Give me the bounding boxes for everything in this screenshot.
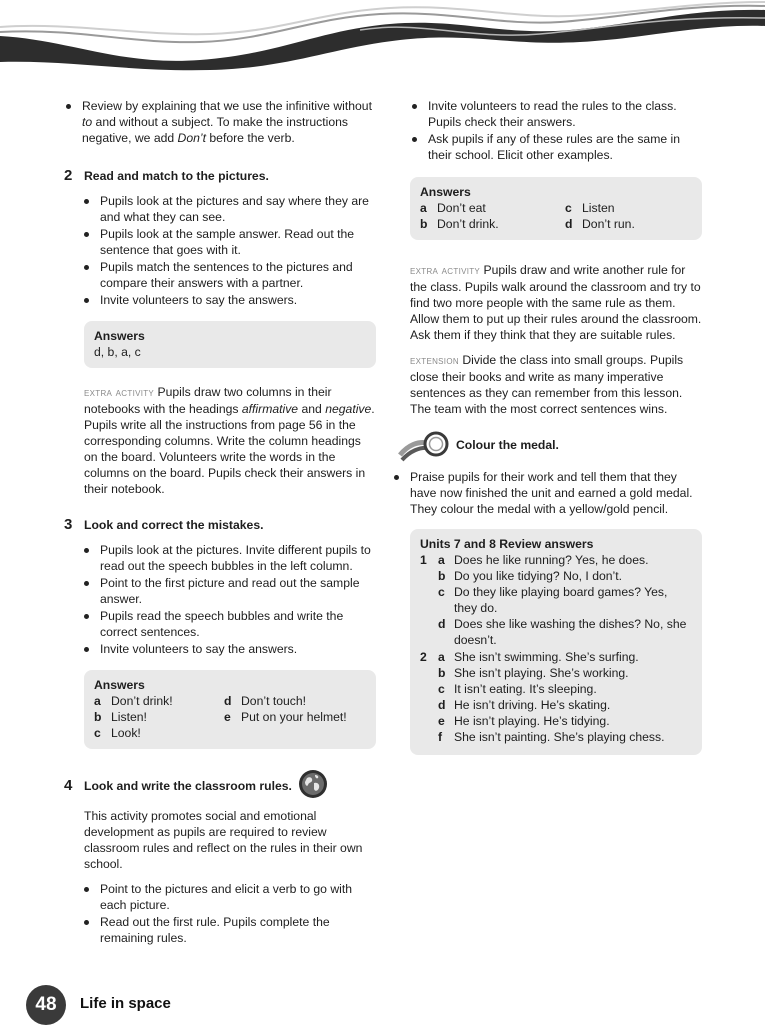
answers-title: Answers xyxy=(94,678,145,692)
medal-bullets xyxy=(392,469,702,517)
review-row: d Does she like washing the dishes? No, she doesn’t. xyxy=(438,617,687,647)
list-item: Ask pupils if any of these rules are the same in their school. Elicit other examples. xyxy=(410,131,702,163)
answer-item: c Listen xyxy=(565,201,615,215)
answer-item: a Don’t eat xyxy=(420,201,486,215)
review-row: c Do they like playing board games? Yes, they do. xyxy=(438,585,668,615)
answer-item: c Look! xyxy=(94,726,141,740)
list-item: Praise pupils for their work and tell them that they have now finished the unit and earned a gold medal. They colour the medal with a yellow/gold pencil. xyxy=(392,469,702,517)
exercise-2-answers-box xyxy=(84,321,376,368)
exercise-3-heading xyxy=(64,517,376,533)
review-row: b Do you like tidying? No, I don’t. xyxy=(438,569,623,583)
answers-title: Answers xyxy=(94,329,145,343)
header-wave-decoration xyxy=(0,0,765,80)
exercise-title: Read and match to the pictures. xyxy=(84,169,269,183)
exercise-2-bullets xyxy=(82,193,376,308)
extra-activity-paragraph: extra activity Pupils draw and write another rule for the class. Pupils walk around the classroom and try to find two more people with the same rule as them. Allow them to put up their rules around the classroom. Ask them if they think that they are suitable rules. xyxy=(410,263,702,342)
medal-heading xyxy=(398,427,702,463)
answer-item: e Put on your helmet! xyxy=(224,710,347,724)
intro-bullets xyxy=(64,98,376,146)
list-item: Read out the first rule. Pupils complete the remaining rules. xyxy=(82,914,376,946)
list-item: Invite volunteers to say the answers. xyxy=(82,641,376,657)
review-row: e He isn’t playing. He’s tidying. xyxy=(438,714,610,728)
exercise-4-bullets xyxy=(82,881,376,946)
extension-label: extension xyxy=(410,355,459,367)
extra-activity-label: extra activity xyxy=(84,387,155,399)
exercise-4-heading xyxy=(64,769,376,803)
extension-paragraph: extension Divide the class into small groups. Pupils close their books and write as many imperative sentences as they can remember from this lesson. The team with the most correct sentences wins. xyxy=(410,353,684,416)
exercise-title: Look and correct the mistakes. xyxy=(84,518,264,532)
medal-icon xyxy=(398,427,452,463)
list-item: Pupils match the sentences to the pictures and compare their answers with a partner. xyxy=(82,259,376,291)
right-bullets xyxy=(410,98,702,163)
answers-text: d, b, a, c xyxy=(94,345,141,359)
review-row: c It isn’t eating. It’s sleeping. xyxy=(438,682,597,696)
list-item: Pupils read the speech bubbles and write the correct sentences. xyxy=(82,608,376,640)
list-item: Invite volunteers to say the answers. xyxy=(82,292,376,308)
right-column xyxy=(410,98,702,755)
exercise-4-intro: This activity promotes social and emotional development as pupils are required to review classroom rules and reflect on the rules in their own school. xyxy=(84,809,363,871)
exercise-number: 2 xyxy=(64,167,73,184)
list-item: Point to the first picture and read out the sample answer. xyxy=(82,575,376,607)
answer-item: b Don’t drink. xyxy=(420,217,499,231)
review-row: b She isn’t playing. She’s working. xyxy=(438,666,629,680)
exercise-3-answers-box xyxy=(84,670,376,749)
review-row: d He isn’t driving. He’s skating. xyxy=(438,698,611,712)
answer-item: d Don’t touch! xyxy=(224,694,307,708)
footer-unit-title: Life in space xyxy=(80,995,171,1012)
list-item: Invite volunteers to read the rules to the class. Pupils check their answers. xyxy=(410,98,702,130)
review-title: Units 7 and 8 Review answers xyxy=(420,537,594,551)
page-number: 48 xyxy=(26,985,66,1025)
answers-title: Answers xyxy=(420,185,471,199)
left-column xyxy=(64,98,376,947)
exercise-number: 3 xyxy=(64,516,73,533)
answer-item: a Don’t drink! xyxy=(94,694,173,708)
exercise-number: 4 xyxy=(64,777,73,794)
exercise-title: Look and write the classroom rules. xyxy=(84,779,292,793)
answer-item: b Listen! xyxy=(94,710,147,724)
globe-icon xyxy=(298,769,328,803)
exercise-2-heading xyxy=(64,168,376,184)
right-answers-box xyxy=(410,177,702,240)
answer-item: d Don’t run. xyxy=(565,217,635,231)
list-item: Point to the pictures and elicit a verb to go with each picture. xyxy=(82,881,376,913)
intro-bullet: Review by explaining that we use the infinitive without to and without a subject. To make the instructions negative, we add Don’t before the verb. xyxy=(64,98,376,146)
extra-activity-label: extra activity xyxy=(410,265,481,277)
review-answers-box xyxy=(410,529,702,755)
medal-title: Colour the medal. xyxy=(456,438,559,452)
exercise-3-bullets xyxy=(82,542,376,657)
review-row: f She isn’t painting. She’s playing chess. xyxy=(438,730,665,744)
list-item: Pupils look at the sample answer. Read out the sentence that goes with it. xyxy=(82,226,376,258)
list-item: Pupils look at the pictures. Invite different pupils to read out the speech bubbles in the left column. xyxy=(82,542,376,574)
answers-grid xyxy=(420,200,692,232)
extra-activity-paragraph: extra activity Pupils draw two columns in their notebooks with the headings affirmative and negative. Pupils write all the instructions from page 56 in the corresponding columns. Write the column headings on the board. Volunteers write the words in the columns on the board. Pupils check their answers in their notebook. xyxy=(84,385,375,496)
answers-grid xyxy=(94,693,366,741)
list-item: Pupils look at the pictures and say where they are and what they can see. xyxy=(82,193,376,225)
review-row: 1 a Does he like running? Yes, he does. xyxy=(420,553,649,567)
review-row: 2 a She isn’t swimming. She’s surfing. xyxy=(420,650,639,664)
